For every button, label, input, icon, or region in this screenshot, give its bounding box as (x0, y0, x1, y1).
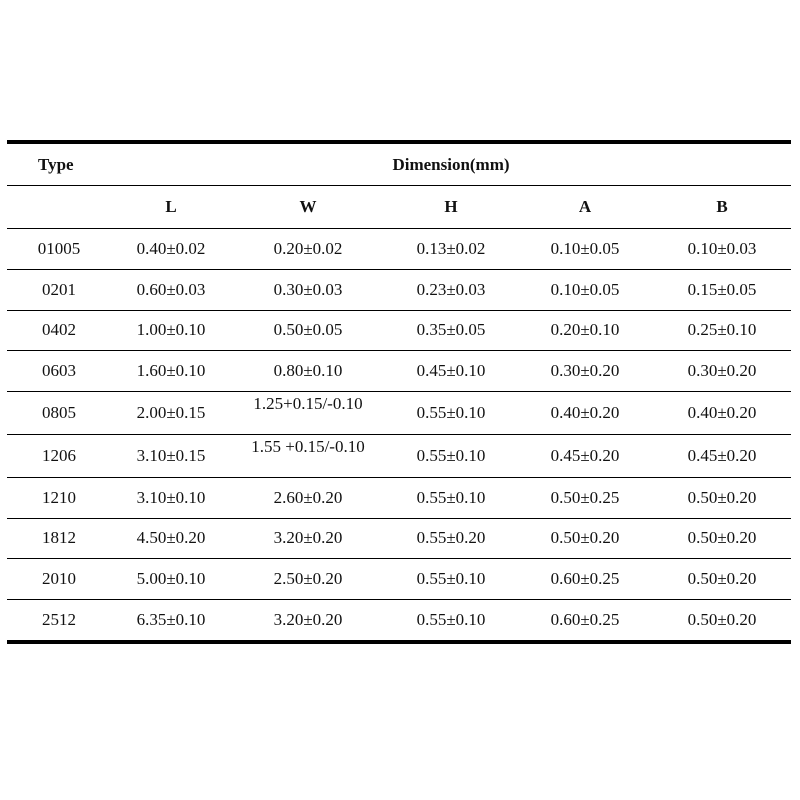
cell-l: 0.40±0.02 (111, 229, 231, 270)
cell-type: 2010 (7, 559, 111, 600)
cell-b: 0.45±0.20 (653, 434, 791, 477)
cell-a: 0.50±0.25 (517, 477, 653, 518)
header-row-secondary (7, 186, 791, 229)
table-row (7, 392, 791, 435)
cell-h: 0.35±0.05 (385, 310, 517, 351)
cell-l: 3.10±0.10 (111, 477, 231, 518)
cell-b: 0.15±0.05 (653, 269, 791, 310)
cell-l: 3.10±0.15 (111, 434, 231, 477)
cell-l: 2.00±0.15 (111, 392, 231, 435)
type-column-header-spacer (7, 186, 111, 229)
cell-type: 0201 (7, 269, 111, 310)
dimension-group-header: Dimension(mm) (392, 154, 510, 174)
cell-w: 2.60±0.20 (231, 477, 385, 518)
cell-w: 3.20±0.20 (231, 518, 385, 559)
cell-w: 0.80±0.10 (231, 351, 385, 392)
cell-w: 2.50±0.20 (231, 559, 385, 600)
cell-h: 0.55±0.20 (385, 518, 517, 559)
cell-type: 0402 (7, 310, 111, 351)
cell-type: 1812 (7, 518, 111, 559)
cell-l: 1.60±0.10 (111, 351, 231, 392)
cell-type: 01005 (7, 229, 111, 270)
cell-l: 4.50±0.20 (111, 518, 231, 559)
cell-a: 0.50±0.20 (517, 518, 653, 559)
cell-h: 0.45±0.10 (385, 351, 517, 392)
dimension-table (7, 140, 791, 644)
cell-a: 0.20±0.10 (517, 310, 653, 351)
cell-h: 0.55±0.10 (385, 477, 517, 518)
type-column-header: Type (38, 154, 74, 174)
cell-b: 0.30±0.20 (653, 351, 791, 392)
header-row-primary (7, 142, 791, 186)
cell-b: 0.50±0.20 (653, 600, 791, 642)
cell-b: 0.50±0.20 (653, 477, 791, 518)
cell-type: 1210 (7, 477, 111, 518)
column-header-b: B (653, 186, 791, 229)
table-body (7, 229, 791, 642)
table-row (7, 351, 791, 392)
cell-b: 0.25±0.10 (653, 310, 791, 351)
column-header-w: W (231, 186, 385, 229)
cell-w: 0.30±0.03 (231, 269, 385, 310)
table-row (7, 600, 791, 642)
table-row (7, 434, 791, 477)
table-row (7, 269, 791, 310)
cell-w: 0.20±0.02 (231, 229, 385, 270)
cell-h: 0.55±0.10 (385, 434, 517, 477)
cell-w: 3.20±0.20 (231, 600, 385, 642)
cell-type: 1206 (7, 434, 111, 477)
cell-b: 0.50±0.20 (653, 518, 791, 559)
cell-a: 0.45±0.20 (517, 434, 653, 477)
cell-h: 0.55±0.10 (385, 600, 517, 642)
cell-b: 0.40±0.20 (653, 392, 791, 435)
column-header-l: L (111, 186, 231, 229)
cell-l: 5.00±0.10 (111, 559, 231, 600)
cell-w: 1.25+0.15/-0.10 (231, 392, 385, 435)
cell-w: 1.55 +0.15/-0.10 (231, 434, 385, 477)
cell-b: 0.50±0.20 (653, 559, 791, 600)
cell-type: 0603 (7, 351, 111, 392)
column-header-h: H (385, 186, 517, 229)
cell-a: 0.60±0.25 (517, 600, 653, 642)
cell-b: 0.10±0.03 (653, 229, 791, 270)
cell-l: 1.00±0.10 (111, 310, 231, 351)
cell-w: 0.50±0.05 (231, 310, 385, 351)
table-row (7, 477, 791, 518)
table-row (7, 559, 791, 600)
cell-h: 0.55±0.10 (385, 559, 517, 600)
table-row (7, 518, 791, 559)
cell-h: 0.55±0.10 (385, 392, 517, 435)
cell-h: 0.13±0.02 (385, 229, 517, 270)
table-row (7, 310, 791, 351)
cell-type: 2512 (7, 600, 111, 642)
column-header-a: A (517, 186, 653, 229)
cell-a: 0.10±0.05 (517, 229, 653, 270)
cell-type: 0805 (7, 392, 111, 435)
cell-a: 0.40±0.20 (517, 392, 653, 435)
cell-a: 0.10±0.05 (517, 269, 653, 310)
table-row (7, 229, 791, 270)
cell-h: 0.23±0.03 (385, 269, 517, 310)
cell-a: 0.30±0.20 (517, 351, 653, 392)
cell-a: 0.60±0.25 (517, 559, 653, 600)
cell-l: 6.35±0.10 (111, 600, 231, 642)
cell-l: 0.60±0.03 (111, 269, 231, 310)
